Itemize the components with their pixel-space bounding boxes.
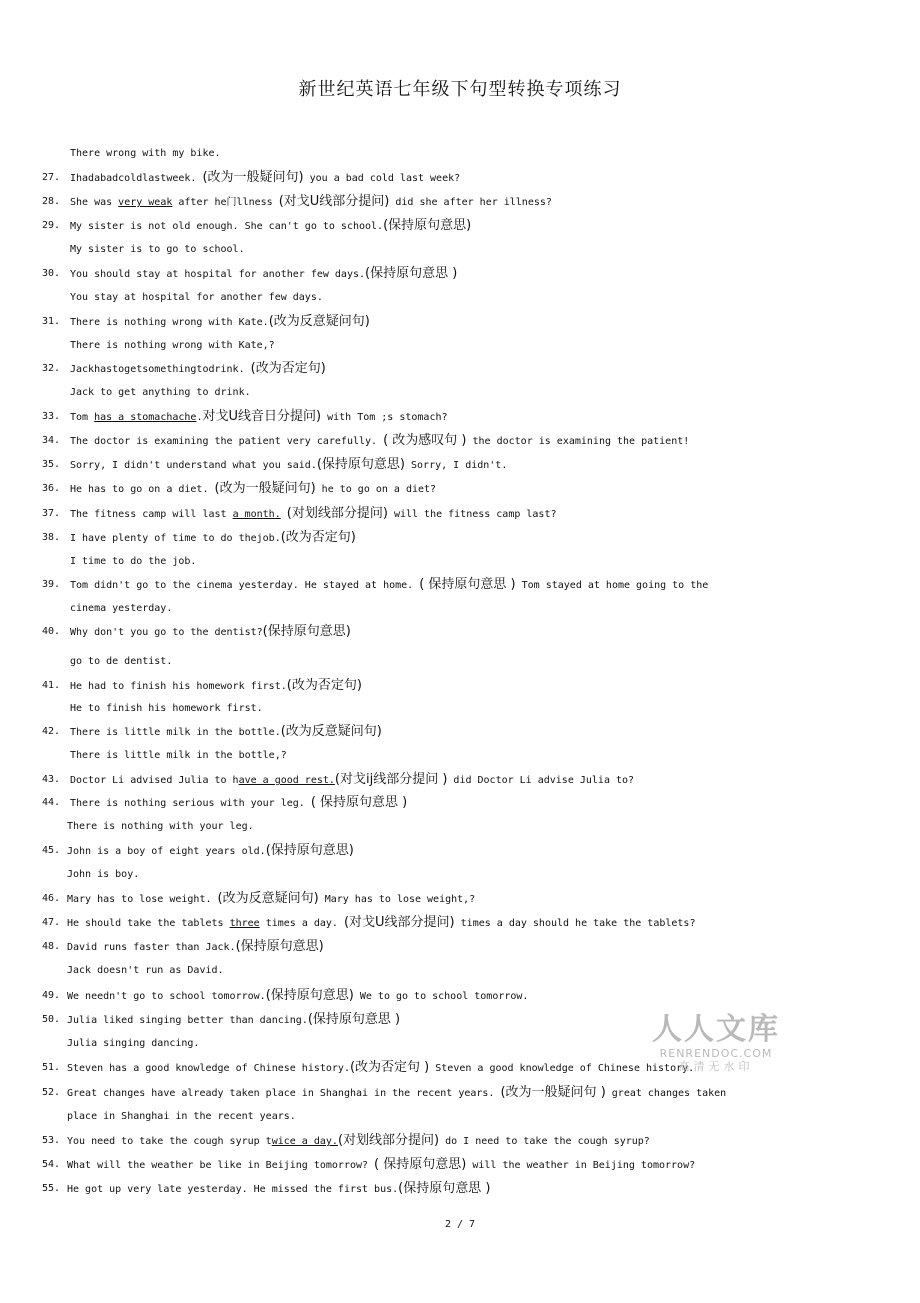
- line-text: [70, 315, 370, 330]
- sentence-text: do I need to take the cough syrup?: [439, 1136, 650, 1147]
- exercise-number: 43.: [42, 774, 61, 785]
- line-text: [70, 679, 362, 694]
- sentence-text: There is little milk in the bottle,?: [70, 750, 287, 761]
- instruction-text: (对划线部分提问): [286, 506, 388, 521]
- underlined-text: very weak: [118, 197, 173, 208]
- instruction-text: (保持原句意思 ): [307, 1012, 401, 1027]
- sentence-text: There is nothing wrong with Kate,?: [70, 340, 275, 351]
- exercise-number: 27.: [42, 172, 61, 183]
- instruction-text: (改为反意疑问句): [217, 891, 319, 906]
- line-text: [67, 1134, 650, 1149]
- sentence-text: go to de dentist.: [70, 656, 173, 667]
- sentence-text: She was: [70, 197, 119, 208]
- line-text: [67, 1086, 726, 1101]
- sentence-text: Jack doesn't run as David.: [67, 965, 224, 976]
- line-text: [70, 362, 326, 377]
- sentence-text: Mary has to lose weight.: [67, 894, 218, 905]
- sentence-text: place in Shanghai in the recent years.: [67, 1111, 296, 1122]
- line-text: [70, 219, 471, 234]
- exercise-number: 29.: [42, 220, 61, 231]
- sentence-text: times a day should he take the tablets?: [454, 918, 696, 929]
- instruction-text: (保持原句意思): [316, 457, 405, 472]
- line-text: [70, 434, 689, 449]
- sentence-text: There is nothing serious with your leg.: [70, 798, 311, 809]
- sentence-text: .: [196, 412, 203, 423]
- exercise-number: 32.: [42, 363, 61, 374]
- line-text: [67, 844, 354, 859]
- line-text: [70, 243, 245, 257]
- sentence-text: Julia singing dancing.: [67, 1038, 200, 1049]
- sentence-text: the doctor is examining the patient!: [466, 436, 690, 447]
- instruction-text: (保持原句意思): [262, 624, 351, 639]
- line-text: [70, 171, 460, 186]
- sentence-text: He should take the tablets: [67, 918, 230, 929]
- exercise-number: 37.: [42, 508, 61, 519]
- sentence-text: Mary has to lose weight,?: [318, 894, 476, 905]
- exercise-number: 36.: [42, 483, 61, 494]
- sentence-text: What will the weather be like in Beijing tomorrow?: [67, 1160, 375, 1171]
- exercise-number: 30.: [42, 268, 61, 279]
- line-text: [70, 725, 382, 740]
- sentence-text: Sorry, I didn't.: [405, 460, 508, 471]
- line-text: [70, 625, 351, 640]
- sentence-text: My sister is to go to school.: [70, 244, 245, 255]
- line-text: [67, 820, 254, 834]
- watermark: [646, 1013, 786, 1074]
- line-text: [67, 1182, 490, 1197]
- instruction-text: (对戈ij线部分提问 ): [334, 772, 448, 787]
- sentence-text: Tom didn't go to the cinema yesterday. He stayed at home.: [70, 580, 420, 591]
- instruction-text: (保持原句意思): [265, 843, 354, 858]
- instruction-text: (改为一般疑问句): [214, 481, 316, 496]
- underlined-text: three: [229, 918, 260, 929]
- exercise-number: 38.: [42, 532, 61, 543]
- sentence-text: John is boy.: [67, 869, 140, 880]
- page-title: 新世纪英语七年级下句型转换专项练习: [298, 79, 622, 100]
- line-text: [70, 578, 708, 593]
- exercise-number: 49.: [42, 990, 61, 1001]
- exercise-number: 28.: [42, 196, 61, 207]
- sentence-text: Julia liked singing better than dancing.: [67, 1015, 308, 1026]
- exercise-number: 44.: [42, 797, 61, 808]
- sentence-text: He to finish his homework first.: [70, 703, 263, 714]
- line-text: [70, 291, 323, 305]
- line-text: [70, 531, 356, 546]
- line-text: [70, 749, 287, 763]
- exercise-number: 45.: [42, 845, 61, 856]
- watermark-site: RENRENDOC.COM: [659, 1047, 773, 1060]
- line-text: [67, 892, 475, 907]
- watermark-logo: 人人文库: [652, 1012, 780, 1047]
- sentence-text: did Doctor Li advise Julia to?: [447, 775, 635, 786]
- exercise-number: 51.: [42, 1062, 61, 1073]
- line-text: [70, 482, 436, 497]
- sentence-text: Ihadabadcoldlastweek.: [70, 173, 203, 184]
- instruction-text: ( 保持原句意思 ): [419, 577, 516, 592]
- exercise-number: 33.: [42, 411, 61, 422]
- instruction-text: (保持原句意思): [265, 988, 354, 1003]
- instruction-text: (改为一般疑问句): [202, 170, 304, 185]
- exercise-number: 54.: [42, 1159, 61, 1170]
- sentence-text: He has to go on a diet.: [70, 484, 215, 495]
- line-text: [70, 195, 552, 210]
- sentence-text: There is nothing with your leg.: [67, 821, 254, 832]
- line-text: [67, 868, 139, 882]
- exercise-number: 34.: [42, 435, 61, 446]
- sentence-text: He got up very late yesterday. He missed the first bus.: [67, 1184, 399, 1195]
- line-text: [70, 796, 407, 811]
- sentence-text: he to go on a diet?: [315, 484, 437, 495]
- line-text: [67, 964, 224, 978]
- line-text: [70, 458, 507, 473]
- exercise-number: 55.: [42, 1183, 61, 1194]
- exercise-number: 41.: [42, 680, 61, 691]
- instruction-text: (改为否定句 ): [349, 1060, 430, 1075]
- instruction-text: (保持原句意思): [383, 218, 472, 233]
- sentence-text: John is a boy of eight years old.: [67, 846, 266, 857]
- instruction-text: (对戈U线部分提问): [278, 194, 390, 209]
- underlined-text: has a stomachache: [94, 412, 197, 423]
- exercise-number: 35.: [42, 459, 61, 470]
- sentence-text: I have plenty of time to do thejob.: [70, 533, 281, 544]
- sentence-text: There is little milk in the bottle.: [70, 727, 281, 738]
- sentence-text: Steven a good knowledge of Chinese history.: [429, 1063, 695, 1074]
- sentence-text: He had to finish his homework first.: [70, 681, 287, 692]
- sentence-text: Why don't you go to the dentist?: [70, 627, 263, 638]
- instruction-text: ( 改为感叹句 ): [383, 433, 467, 448]
- instruction-text: (改为反意疑问句): [268, 314, 370, 329]
- instruction-text: (保持原句意思 ): [365, 266, 458, 281]
- instruction-text: (改为否定句): [286, 678, 362, 693]
- sentence-text: You should stay at hospital for another few days.: [70, 269, 366, 280]
- sentence-text: cinema yesterday.: [70, 603, 173, 614]
- sentence-text: Jack to get anything to drink.: [70, 387, 251, 398]
- line-text: [70, 655, 172, 669]
- sentence-text: My sister is not old enough. She can't go to school.: [70, 221, 384, 232]
- instruction-text: (改为否定句): [280, 530, 356, 545]
- line-text: [67, 1158, 695, 1173]
- instruction-text: (保持原句意思 ): [398, 1181, 491, 1196]
- line-text: [67, 1013, 400, 1028]
- line-text: [70, 602, 172, 616]
- sentence-text: did she after her illness?: [389, 197, 552, 208]
- sentence-text: with Tom ;s stomach?: [321, 412, 448, 423]
- line-text: [67, 916, 695, 931]
- exercise-number: 50.: [42, 1014, 61, 1025]
- instruction-text: ( 保持原句意思): [374, 1157, 467, 1172]
- line-text: [70, 507, 557, 522]
- exercise-number: 48.: [42, 941, 61, 952]
- instruction-text: (对划线部分提问): [337, 1133, 440, 1148]
- underlined-text: a month.: [232, 509, 281, 520]
- exercise-number: 46.: [42, 893, 61, 904]
- instruction-text: (改为否定句): [250, 361, 326, 376]
- line-text: [70, 386, 251, 400]
- sentence-text: I time to do the job.: [70, 556, 197, 567]
- line-text: [70, 702, 263, 716]
- sentence-text: You need to take the cough syrup t: [67, 1136, 272, 1147]
- sentence-text: times a day.: [259, 918, 344, 929]
- line-text: [70, 339, 275, 353]
- watermark-tag: 高清无水印: [678, 1060, 754, 1073]
- line-text: [70, 267, 457, 282]
- underlined-text: wice a day.: [271, 1136, 338, 1147]
- page-number: 2 / 7: [444, 1219, 476, 1230]
- instruction-text: (对戈U线部分提问): [343, 915, 455, 930]
- sentence-text: after he门llness: [172, 197, 279, 208]
- instruction-text: (改为反意疑问句): [280, 724, 382, 739]
- exercise-number: 52.: [42, 1087, 61, 1098]
- exercise-number: 47.: [42, 917, 61, 928]
- sentence-text: Jackhastogetsomethingtodrink.: [70, 364, 251, 375]
- sentence-text: Steven has a good knowledge of Chinese history.: [67, 1063, 350, 1074]
- sentence-text: Sorry, I didn't understand what you said.: [70, 460, 317, 471]
- sentence-text: David runs faster than Jack.: [67, 942, 236, 953]
- sentence-text: great changes taken: [605, 1088, 727, 1099]
- exercise-number: 31.: [42, 316, 61, 327]
- line-text: [67, 940, 324, 955]
- line-text: [67, 1061, 694, 1076]
- exercise-number: 42.: [42, 726, 61, 737]
- line-text: [70, 147, 221, 161]
- sentence-text: We to go to school tomorrow.: [353, 991, 529, 1002]
- sentence-text: Tom: [70, 412, 95, 423]
- underlined-text: ave a good rest.: [238, 775, 335, 786]
- sentence-text: Great changes have already taken place in Shanghai in the recent years.: [67, 1088, 501, 1099]
- line-text: [67, 989, 528, 1004]
- exercise-number: 53.: [42, 1135, 61, 1146]
- sentence-text: will the weather in Beijing tomorrow?: [466, 1160, 696, 1171]
- sentence-text: The doctor is examining the patient very carefully.: [70, 436, 384, 447]
- sentence-text: Tom stayed at home going to the: [515, 580, 709, 591]
- exercise-number: 40.: [42, 626, 61, 637]
- line-text: [70, 773, 634, 788]
- exercise-number: 39.: [42, 579, 61, 590]
- line-text: [67, 1037, 199, 1051]
- sentence-text: We needn't go to school tomorrow.: [67, 991, 266, 1002]
- line-text: [70, 410, 448, 425]
- line-text: [70, 555, 196, 569]
- sentence-text: There is nothing wrong with Kate.: [70, 317, 269, 328]
- sentence-text: you a bad cold last week?: [303, 173, 461, 184]
- sentence-text: The fitness camp will last: [70, 509, 233, 520]
- instruction-text: 对戈U线音日分提问): [202, 409, 322, 424]
- sentence-text: Doctor Li advised Julia to h: [70, 775, 239, 786]
- instruction-text: (改为一般疑问句 ): [500, 1085, 606, 1100]
- sentence-text: There wrong with my bike.: [70, 148, 221, 159]
- line-text: [67, 1110, 296, 1124]
- sentence-text: You stay at hospital for another few days.: [70, 292, 323, 303]
- sentence-text: will the fitness camp last?: [387, 509, 557, 520]
- instruction-text: (保持原句意思): [235, 939, 324, 954]
- instruction-text: ( 保持原句意思 ): [310, 795, 408, 810]
